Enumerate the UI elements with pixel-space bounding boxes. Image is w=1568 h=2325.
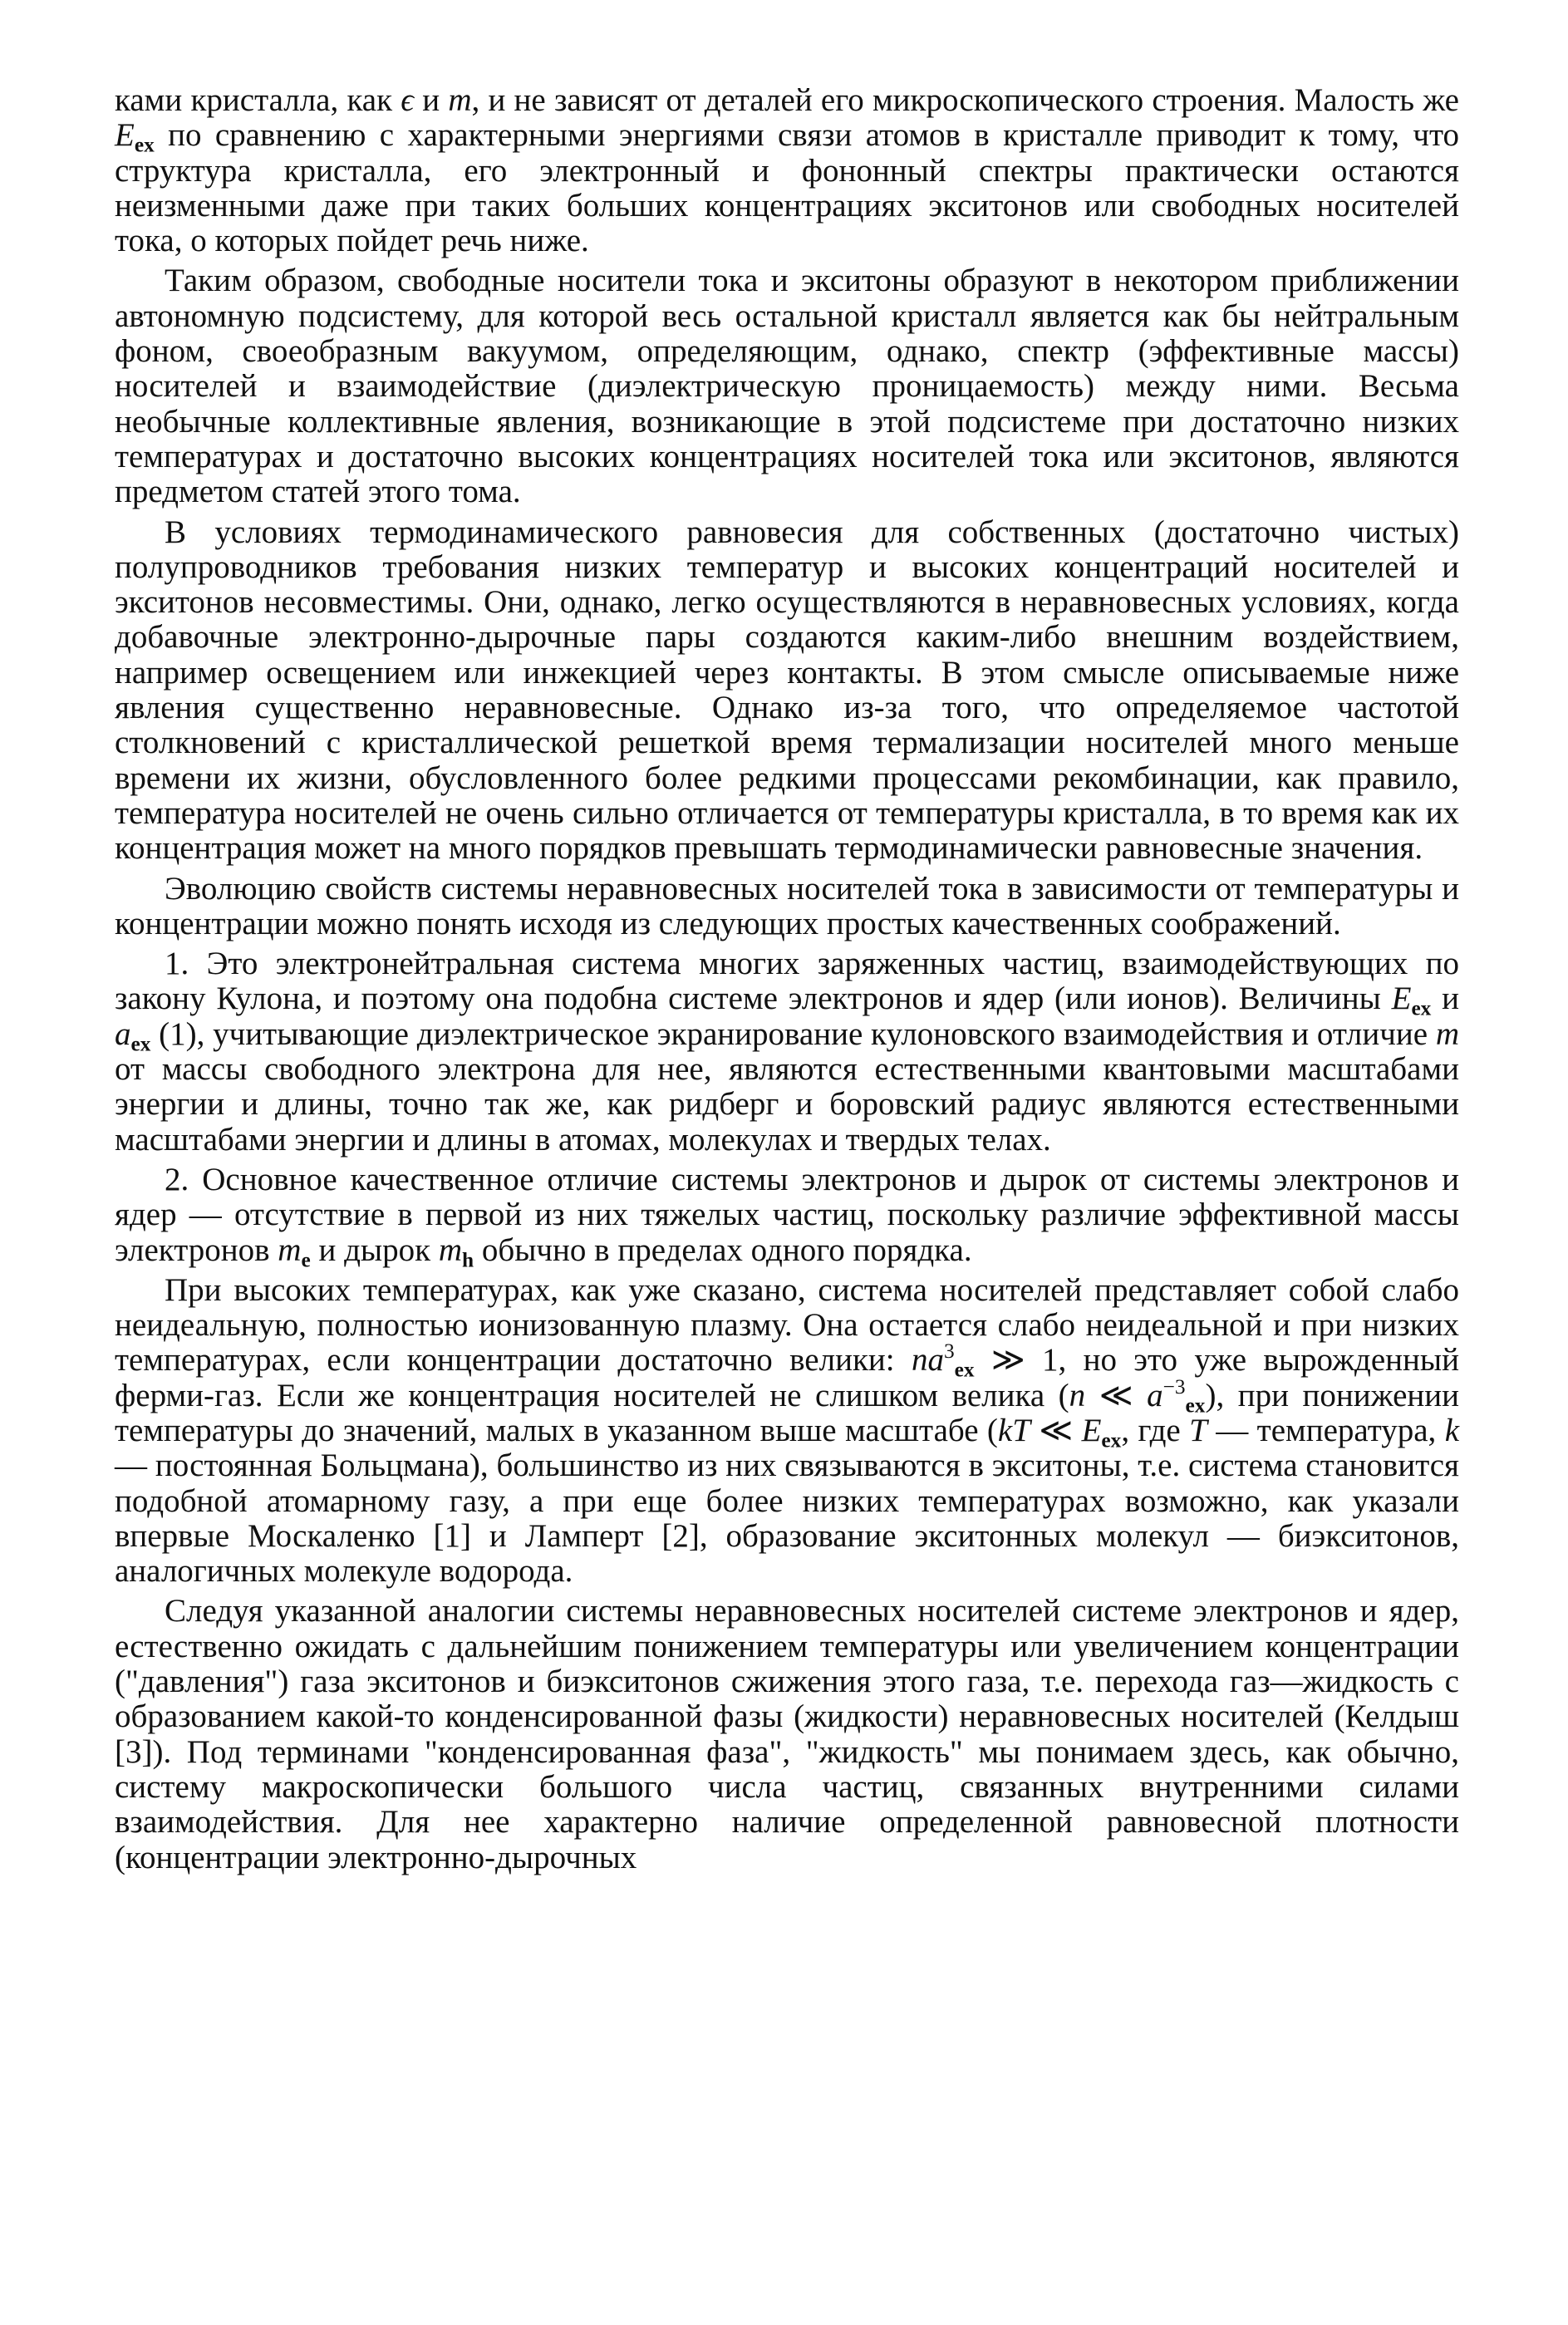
text-run: обычно в пределах одного порядка. (474, 1231, 972, 1268)
text-run: Эволюцию свойств системы неравновесных носителей тока в зависимости от температуры и концентрации можно понять исходя из следующих простых качественных соображений. (115, 870, 1459, 941)
math-symbol: k (1444, 1412, 1460, 1448)
paragraph (115, 1161, 1459, 1272)
paragraph (115, 1273, 1459, 1590)
subscript: ex (1101, 1428, 1122, 1453)
superscript: −3 (1162, 1374, 1186, 1398)
superscript: 3 (943, 1339, 955, 1364)
math-symbol: m (448, 82, 472, 118)
subscript: e (301, 1248, 311, 1272)
text-run: ≫ 1, но это уже вырожденный ферми-газ. Если же концентрация носителей не слишком велика ( (115, 1342, 1459, 1413)
math-symbol: E (1391, 981, 1412, 1017)
subscript: h (462, 1248, 474, 1272)
subscript: ex (134, 133, 155, 157)
paragraph (115, 263, 1459, 509)
text-run: 1. Это электронейтральная система многих заряженных частиц, взаимодействующих по закону Кулона, и поэтому она подобна системе электронов и ядер (или ионов). Величины (115, 946, 1459, 1017)
paragraph (115, 1594, 1459, 1875)
document-page (115, 83, 1459, 1875)
math-symbol: m (1435, 1015, 1459, 1052)
text-run: ками кристалла, как (115, 82, 401, 118)
text-run: , где (1121, 1412, 1190, 1448)
text-run: по сравнению с характерными энергиями связи атомов в кристалле приводит к тому, что структура кристалла, его электронный и фононный спектры практически остаются неизменными даже при таких больших концентрациях экситонов или свободных носителей тока, о которых пойдет речь ниже. (115, 117, 1459, 259)
math-symbol: m (278, 1231, 302, 1268)
math-symbol: T (1189, 1412, 1207, 1448)
text-run: Таким образом, свободные носители тока и экситоны образуют в некотором приближении автономную подсистему, для которой весь остальной кристалл является как бы нейтральным фоном, своеобразным вакуумом, определяющим, однако, спектр (эффективные массы) носителей и взаимодействие (диэлектрическую проницаемость) между ними. Весьма необычные коллективные явления, возникающие в этой подсистеме при достаточно низких температурах и достаточно высоких концентрациях носителей тока или экситонов, являются предметом статей этого тома. (115, 263, 1459, 510)
paragraph (115, 83, 1459, 258)
subscript: ex (1411, 997, 1432, 1021)
text-run: — постоянная Больцмана), большинство из них связываются в экситоны, т.е. система становится подобной атомарному газу, а при еще более низких температурах возможно, как указали впервые Москаленко [1] и Ламперт [2], образование экситонных молекул — биэкситонов, аналогичных молекуле водорода. (115, 1448, 1459, 1590)
subscript: ex (954, 1358, 975, 1382)
math-symbol: E (115, 117, 135, 154)
paragraph (115, 946, 1459, 1158)
paragraph (115, 872, 1459, 942)
math-symbol: na (911, 1342, 944, 1379)
math-symbol: n (1069, 1377, 1086, 1413)
text-run: от массы свободного электрона для нее, являются естественными квантовыми масштабами энергии и длины, точно так же, как ридберг и боровский радиус являются естественными масштабами энергии и длины в атомах, молекулах и твердых телах. (115, 1051, 1459, 1158)
paragraph (115, 515, 1459, 867)
text-run: ), при понижении температуры до значений, малых в указанном выше масштабе ( (115, 1377, 1459, 1448)
text-run: (1), учитывающие диэлектрическое экранирование кулоновского взаимодействия и отличие (150, 1015, 1436, 1052)
text-run: При высоких температурах, как уже сказано, система носителей представляет собой слабо неидеальную, полностью ионизованную плазму. Она остается слабо неидеальной и при низких температурах, если концентрации достаточно велики: (115, 1271, 1459, 1379)
math-symbol: a (115, 1015, 131, 1052)
text-run: ≪ (1085, 1377, 1148, 1413)
text-run: В условиях термодинамического равновесия для собственных (достаточно чистых) полупроводников требования низких температур и высоких концентраций носителей и экситонов несовместимы. Они, однако, легко осуществляются в неравновесных условиях, когда добавочные электронно-дырочные пары создаются каким-либо внешним воздействием, например освещением или инжекцией через контакты. В этом смысле описываемые ниже явления существенно неравновесные. Однако из-за того, что определяемое частотой столкновений с кристаллической решеткой время термализации носителей много меньше времени их жизни, обусловленного более редкими процессами рекомбинации, как правило, температура носителей не очень сильно отличается от температуры кристалла, в то время как их концентрация может на много порядков превышать термодинамически равновесные значения. (115, 514, 1459, 867)
text-run: — температура, (1207, 1412, 1445, 1448)
subscript: ex (1185, 1394, 1206, 1418)
text-run: и дырок (310, 1231, 439, 1268)
text-run: Следуя указанной аналогии системы неравновесных носителей системе электронов и ядер, естественно ожидать с дальнейшим понижением температуры или увеличением концентрации ("давления") газа экситонов и биэкситонов сжижения этого газа, т.е. перехода газ—жидкость с образованием какой-то конденсированной фазы (жидкости) неравновесных носителей (Келдыш [3]). Под терминами "конденсированная фаза", "жидкость" мы понимаем здесь, как обычно, систему макроскопически большого числа частиц, связанных внутренними силами взаимодействия. Для нее характерно наличие определенной равновесной плотности (концентрации электронно-дырочных (115, 1593, 1459, 1875)
text-run: и (414, 82, 449, 118)
text-run: 2. Основное качественное отличие системы электронов и дырок от системы электронов и ядер — отсутствие в первой из них тяжелых частиц, поскольку различие эффективной массы электронов (115, 1161, 1459, 1268)
text-run: ≪ (1030, 1412, 1082, 1448)
math-symbol: kT (997, 1412, 1030, 1448)
subscript: ex (130, 1032, 151, 1056)
math-symbol: a (1147, 1377, 1163, 1413)
text-run: и (1431, 981, 1459, 1017)
math-symbol: E (1081, 1412, 1102, 1448)
math-symbol: ϵ (401, 82, 414, 118)
math-symbol: m (438, 1231, 463, 1268)
text-run: , и не зависят от деталей его микроскопического строения. Малость же (471, 82, 1459, 118)
